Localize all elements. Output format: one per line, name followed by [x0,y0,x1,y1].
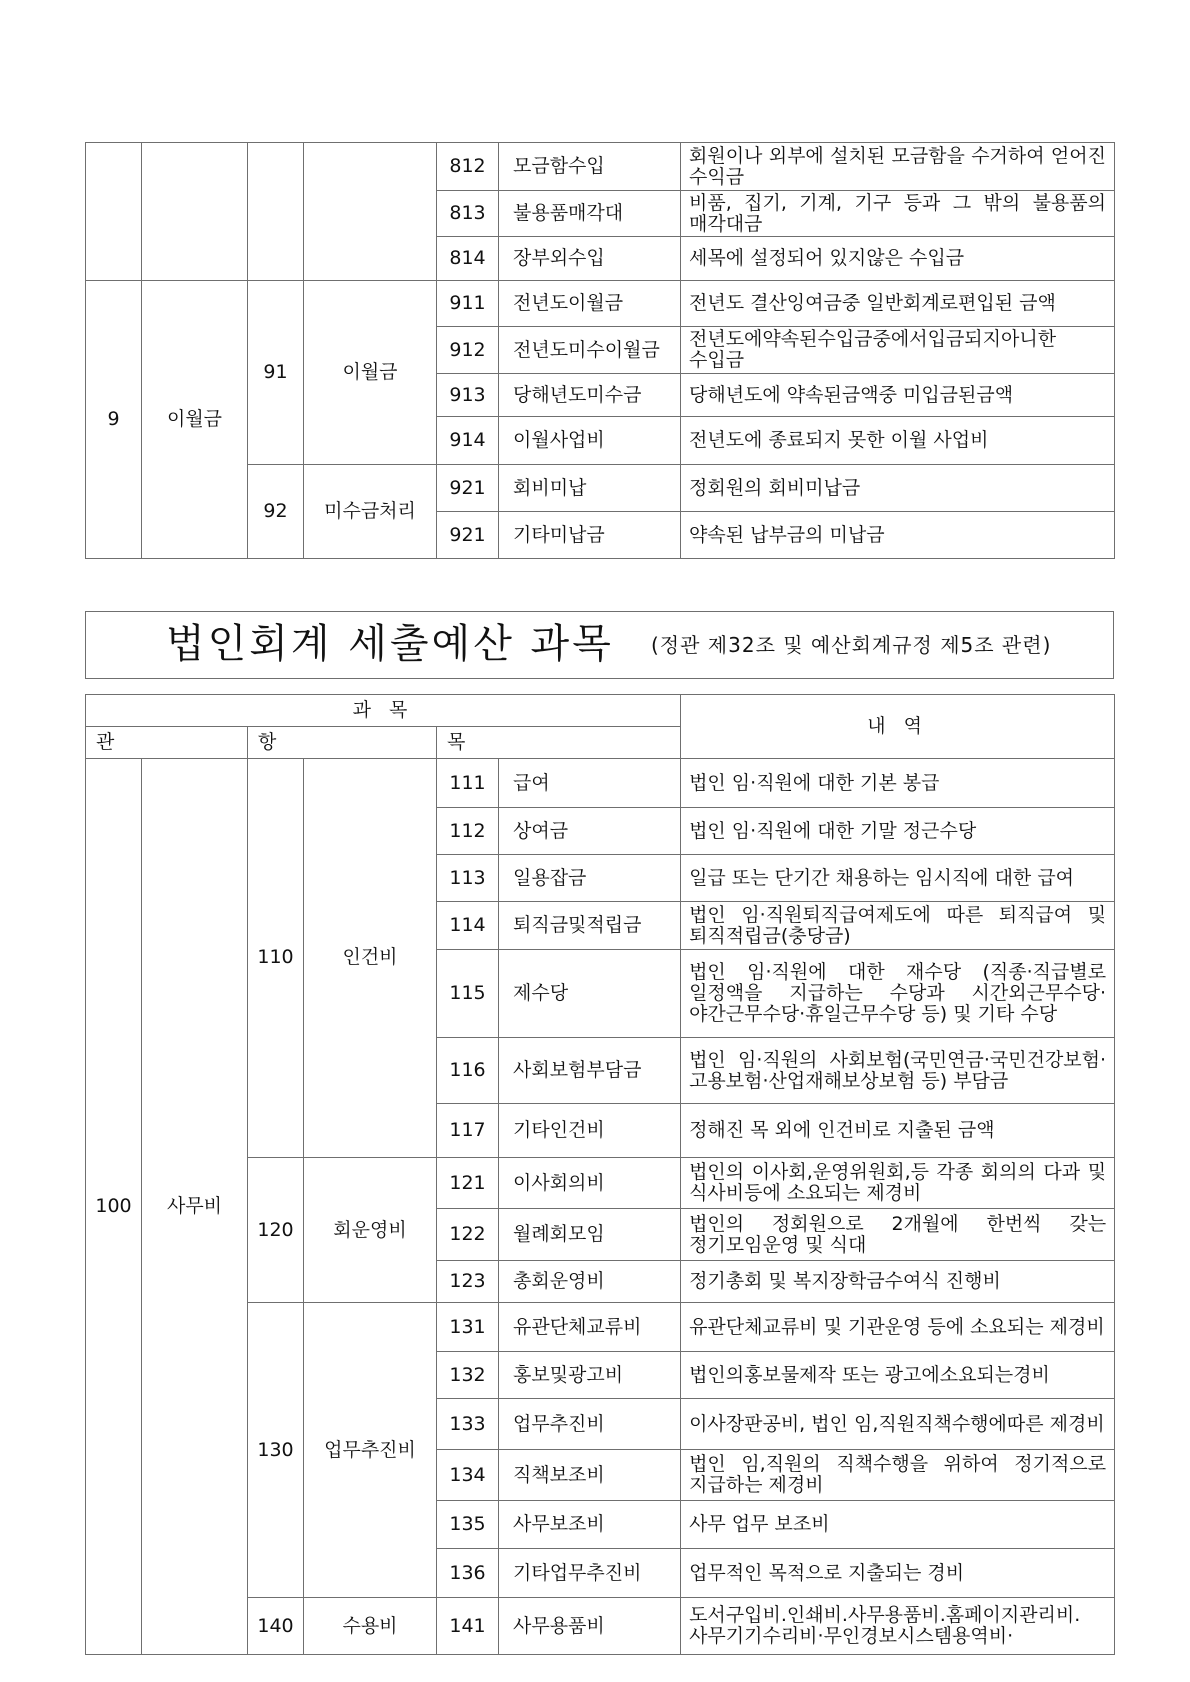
mok-description: 일급 또는 단기간 채용하는 임시직에 대한 급여 [681,855,1115,902]
mok-name: 이월사업비 [499,417,681,465]
mok-name: 불용품매각대 [499,191,681,237]
mok-name: 직책보조비 [499,1450,681,1501]
mok-name: 유관단체교류비 [499,1303,681,1352]
mok-description: 전년도에 종료되지 못한 이월 사업비 [681,417,1115,465]
mok-name: 당해년도미수금 [499,374,681,417]
mok-name: 이사회의비 [499,1158,681,1209]
mok-code: 912 [437,327,499,374]
mok-code: 133 [437,1399,499,1450]
mok-description: 법인 임·직원퇴직급여제도에 따른 퇴직급여 및 퇴직적립금(충당금) [681,902,1115,950]
hang-name: 업무추진비 [304,1303,437,1598]
header-subject: 과 목 [86,695,681,727]
mok-description: 세목에 설정되어 있지않은 수입금 [681,237,1115,281]
table-row [86,143,1115,191]
mok-description: 비품, 집기, 기계, 기구 등과 그 밖의 불용품의 매각대금 [681,191,1115,237]
section-subtitle: (정관 제32조 및 예산회계규정 제5조 관련) [651,633,1052,657]
mok-description: 법인 임,직원의 직책수행을 위하여 정기적으로 지급하는 제경비 [681,1450,1115,1501]
mok-code: 911 [437,281,499,327]
mok-description: 법인의 정회원으로 2개월에 한번씩 갖는 정기모임운영 및 식대 [681,1209,1115,1261]
header-row [86,695,1115,727]
hang-name: 회운영비 [304,1158,437,1303]
mok-name: 업무추진비 [499,1399,681,1450]
mok-code: 116 [437,1038,499,1104]
mok-description: 정해진 목 외에 인건비로 지출된 금액 [681,1104,1115,1158]
mok-name: 총회운영비 [499,1261,681,1303]
mok-description: 법인 임·직원에 대한 기말 정근수당 [681,808,1115,855]
mok-code: 141 [437,1598,499,1655]
mok-code: 115 [437,950,499,1038]
mok-name: 퇴직금및적립금 [499,902,681,950]
mok-name: 전년도이월금 [499,281,681,327]
mok-description: 유관단체교류비 및 기관운영 등에 소요되는 제경비 [681,1303,1115,1352]
mok-name: 사회보험부담금 [499,1038,681,1104]
mok-code: 914 [437,417,499,465]
mok-name: 모금함수입 [499,143,681,191]
mok-description: 도서구입비.인쇄비.사무용품비.홈페이지관리비.사무기기수리비·무인경보시스템용역비· [681,1598,1115,1655]
hang-code: 120 [248,1158,304,1303]
mok-description: 당해년도에 약속된금액중 미입금된금액 [681,374,1115,417]
hang-code-cell [248,143,304,281]
gwan-name-cell [142,143,248,281]
mok-code: 114 [437,902,499,950]
mok-description: 업무적인 목적으로 지출되는 경비 [681,1549,1115,1598]
expenditure-budget-table [85,694,1115,1655]
mok-description: 약속된 납부금의 미납금 [681,512,1115,559]
hang-name: 미수금처리 [304,465,437,559]
mok-code: 921 [437,465,499,512]
header-details: 내 역 [681,695,1115,759]
mok-description: 전년도에약속된수입금중에서입금되지아니한 수입금 [681,327,1115,374]
mok-code: 117 [437,1104,499,1158]
mok-name: 상여금 [499,808,681,855]
hang-code: 130 [248,1303,304,1598]
mok-code: 812 [437,143,499,191]
hang-name: 수용비 [304,1598,437,1655]
mok-code: 113 [437,855,499,902]
mok-description: 회원이나 외부에 설치된 모금함을 수거하여 얻어진 수익금 [681,143,1115,191]
gwan-code-cell [86,143,142,281]
mok-code: 921 [437,512,499,559]
mok-description: 전년도 결산잉여금중 일반회계로편입된 금액 [681,281,1115,327]
mok-description: 사무 업무 보조비 [681,1501,1115,1549]
mok-code: 123 [437,1261,499,1303]
revenue-table-continuation [85,142,1115,559]
mok-code: 111 [437,759,499,808]
mok-code: 132 [437,1352,499,1399]
mok-description: 정회원의 회비미납금 [681,465,1115,512]
gwan-name: 사무비 [142,759,248,1655]
mok-code: 135 [437,1501,499,1549]
mok-code: 814 [437,237,499,281]
mok-name: 회비미납 [499,465,681,512]
hang-code: 110 [248,759,304,1158]
hang-code: 92 [248,465,304,559]
mok-code: 813 [437,191,499,237]
mok-name: 제수당 [499,950,681,1038]
gwan-code: 9 [86,281,142,559]
mok-description: 법인의홍보물제작 또는 광고에소요되는경비 [681,1352,1115,1399]
mok-name: 사무보조비 [499,1501,681,1549]
mok-name: 장부외수입 [499,237,681,281]
mok-code: 121 [437,1158,499,1209]
hang-code: 140 [248,1598,304,1655]
mok-description: 이사장판공비, 법인 임,직원직책수행에따른 제경비 [681,1399,1115,1450]
mok-description: 법인 임·직원에 대한 기본 봉급 [681,759,1115,808]
mok-code: 134 [437,1450,499,1501]
mok-name: 기타미납금 [499,512,681,559]
mok-description: 법인 임·직원의 사회보험(국민연금·국민건강보험·고용보험·산업재해보상보험 등) 부담금 [681,1038,1115,1104]
table-row [86,759,1115,808]
mok-name: 전년도미수이월금 [499,327,681,374]
mok-name: 사무용품비 [499,1598,681,1655]
hang-name: 인건비 [304,759,437,1158]
header-gwan: 관 [86,727,248,759]
section-title: 법인회계 세출예산 과목 [166,621,614,667]
mok-description: 법인의 이사회,운영위원회,등 각종 회의의 다과 및 식사비등에 소요되는 제경비 [681,1158,1115,1209]
mok-name: 일용잡금 [499,855,681,902]
section-title-box [85,611,1114,679]
mok-name: 급여 [499,759,681,808]
mok-description: 법인 임·직원에 대한 재수당 (직종·직급별로 일정액을 지급하는 수당과 시간외근무수당·야간근무수당·휴일근무수당 등) 및 기타 수당 [681,950,1115,1038]
hang-name: 이월금 [304,281,437,465]
gwan-name: 이월금 [142,281,248,559]
header-mok: 목 [437,727,681,759]
table-row [86,281,1115,327]
gwan-code: 100 [86,759,142,1655]
mok-name: 월례회모임 [499,1209,681,1261]
mok-code: 112 [437,808,499,855]
hang-code: 91 [248,281,304,465]
mok-code: 122 [437,1209,499,1261]
mok-code: 913 [437,374,499,417]
mok-name: 홍보및광고비 [499,1352,681,1399]
mok-name: 기타인건비 [499,1104,681,1158]
header-hang: 항 [248,727,437,759]
mok-code: 136 [437,1549,499,1598]
mok-description: 정기총회 및 복지장학금수여식 진행비 [681,1261,1115,1303]
hang-name-cell [304,143,437,281]
mok-code: 131 [437,1303,499,1352]
mok-name: 기타업무추진비 [499,1549,681,1598]
